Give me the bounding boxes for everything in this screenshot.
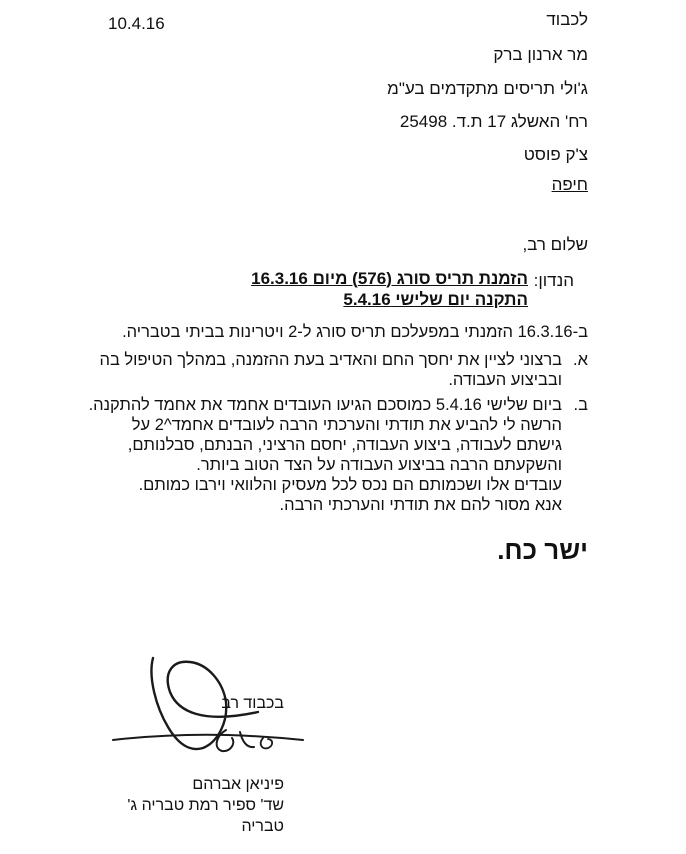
recipient-city: חיפה (551, 175, 588, 194)
item-b-line-1: ביום שלישי 5.4.16 כמוסכם הגיעו העובדים אחמד את אחמד להתקנה. (88, 396, 562, 414)
item-b-line-3: גישתם לעבודה, ביצוע העבודה, יחסם הרציני, הבנתם, סבלנותם, (127, 436, 562, 454)
item-b-letter: ב. (573, 396, 588, 414)
subject-label: הנדון: (533, 271, 574, 290)
signature-city: טבריה (241, 818, 284, 835)
body-intro: ב-16.3.16 הזמנתי במפעלכם תריס סורג ל-2 ויטרינות בביתי בטבריה. (122, 323, 588, 341)
item-b-line-5: עובדים אלו ושכמותם הם נכס לכל מעסיק והלוואי וירבו כמותם. (138, 476, 562, 494)
recipient-street: רח' האשלג 17 ת.ד. 25498 (399, 112, 588, 131)
item-b-line-6: אנא מסור להם את תודתי והערכתי הרבה. (279, 496, 562, 514)
letter-date: 10.4.16 (108, 14, 165, 33)
item-a-line-1: ברצוני לציין את יחסך החם והאדיב בעת ההזמנה, במהלך הטיפול בה (99, 351, 562, 369)
item-a-line-2: ובביצוע העבודה. (448, 371, 562, 389)
closing-phrase: ישר כח. (497, 535, 588, 565)
recipient-name: מר ארנון ברק (493, 45, 588, 64)
signature-address: שד' ספיר רמת טבריה ג' (127, 797, 284, 814)
item-b-line-4: והשקעתם הרבה בביצוע העבודה על הצד הטוב ביותר. (196, 456, 562, 474)
greeting: שלום רב, (522, 235, 588, 254)
subject-line-2: התקנה יום שלישי 5.4.16 (343, 290, 528, 309)
recipient-salutation: לכבוד (546, 10, 588, 29)
signature-regards: בכבוד רב (221, 695, 284, 712)
item-a-letter: א. (573, 351, 588, 369)
item-b-line-2: הרשה לי להביע את תודתי והערכתי הרבה לעובדים אחמד^2 על (131, 416, 562, 434)
recipient-company: ג'ולי תריסים מתקדמים בע"מ (387, 79, 588, 98)
subject-line-1: הזמנת תריס סורג (576) מיום 16.3.16 (251, 269, 528, 288)
recipient-area: צ'ק פוסט (523, 145, 588, 164)
signature-name: פיניאן אברהם (192, 776, 284, 793)
